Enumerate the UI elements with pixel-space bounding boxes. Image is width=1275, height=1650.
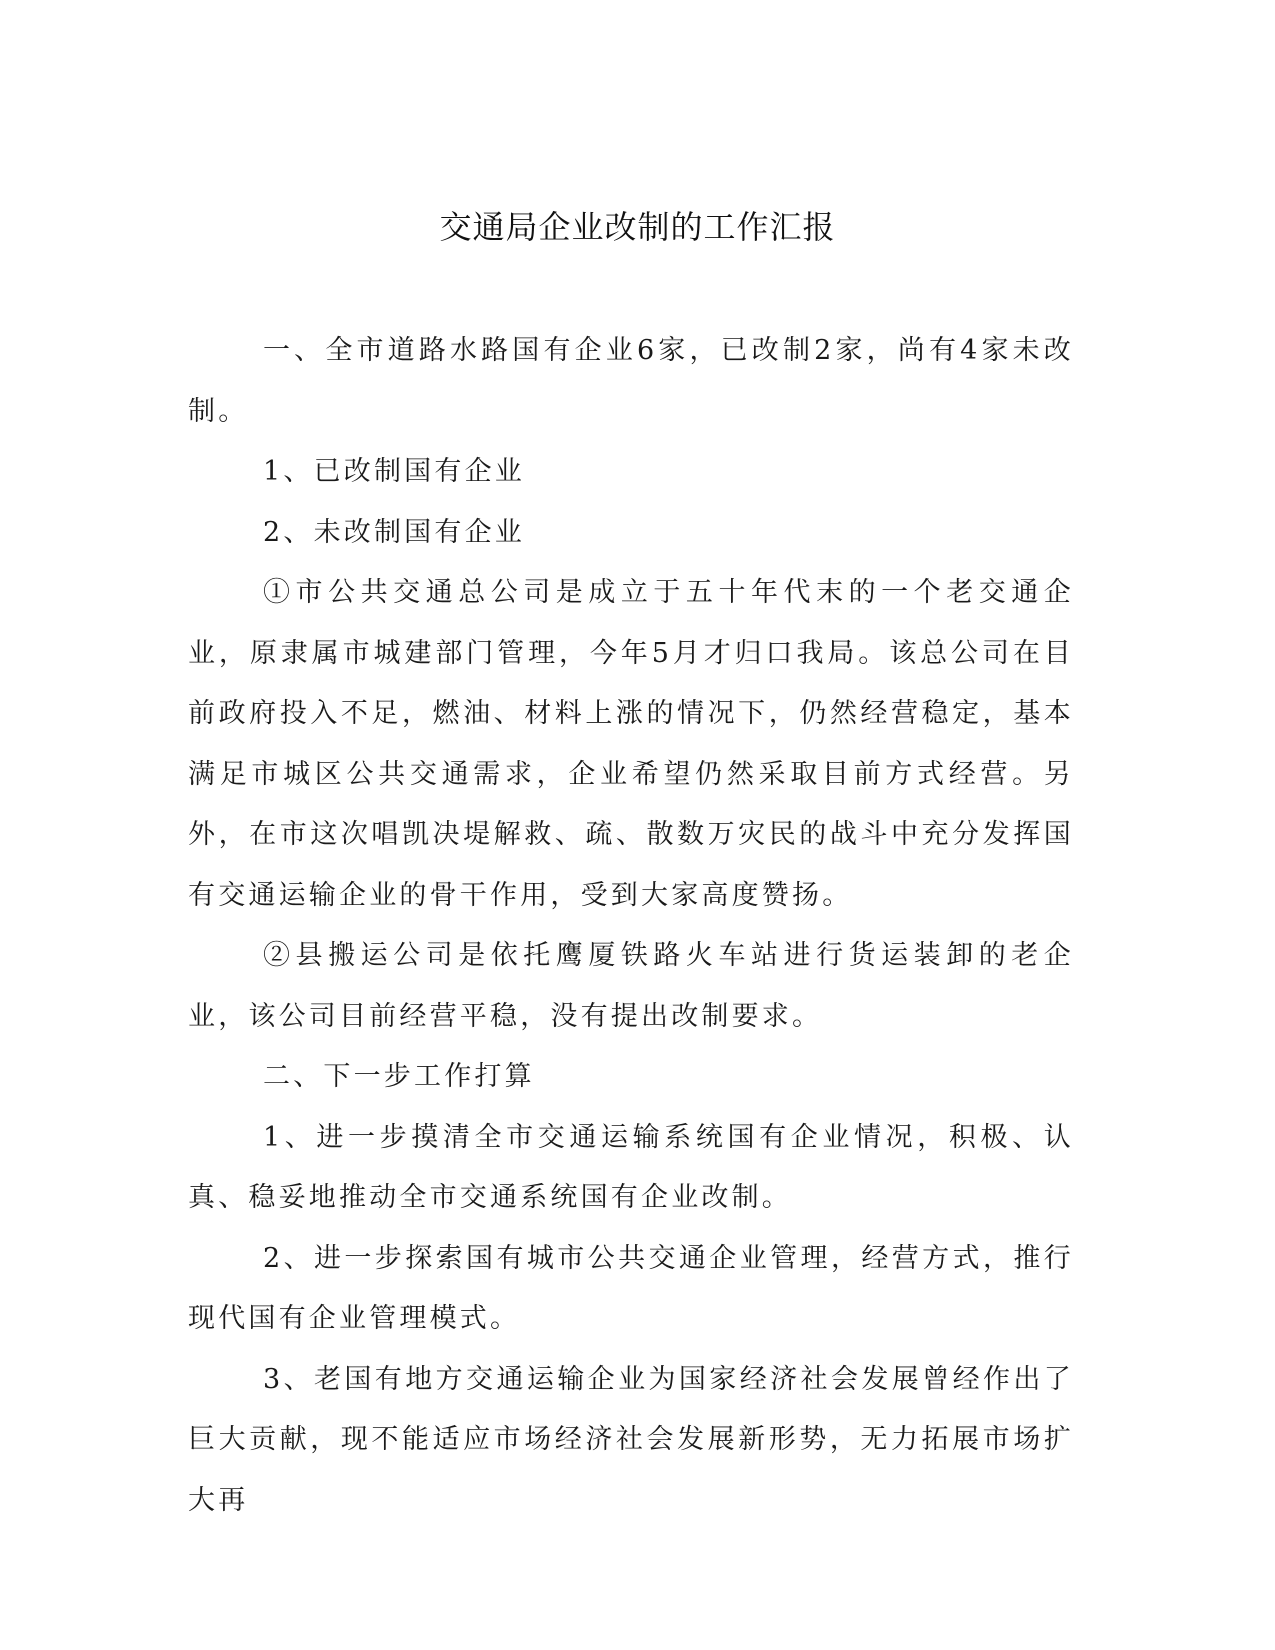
paragraph-next-step-3: 3、老国有地方交通运输企业为国家经济社会发展曾经作出了巨大贡献，现不能适应市场经济社会发展新形势，无力拓展市场扩大再: [188, 1363, 1074, 1516]
paragraph-next-steps-heading: 二、下一步工作打算: [263, 1061, 535, 1092]
document-title: 交通局企业改制的工作汇报: [439, 208, 836, 246]
paragraph-reformed-heading: 1、已改制国有企业: [263, 456, 525, 487]
paragraph-unreformed-heading: 2、未改制国有企业: [263, 516, 525, 548]
paragraph-next-step-2: 2、进一步探索国有城市公共交通企业管理，经营方式，推行现代国有企业管理模式。: [188, 1242, 1074, 1334]
paragraph-next-step-1: 1、进一步摸清全市交通运输系统国有企业情况，积极、认真、稳妥地推动全市交通系统国有企业改制。: [188, 1121, 1074, 1213]
paragraph-overview: 一、全市道路水路国有企业6家，已改制2家，尚有4家未改制。: [188, 335, 1074, 427]
paragraph-public-transit: ①市公共交通总公司是成立于五十年代末的一个老交通企业，原隶属市城建部门管理，今年5月才归口我局。该总公司在目前政府投入不足，燃油、材料上涨的情况下，仍然经营稳定，基本满足市城区公共交通需求，企业希望仍然采取目前方式经营。另外，在市这次唱凯决堤解救、疏、散数万灾民的战斗中充分发挥国有交通运输企业的骨干作用，受到大家高度赞扬。: [188, 577, 1074, 911]
paragraph-transport-company: ②县搬运公司是依托鹰厦铁路火车站进行货运装卸的老企业，该公司目前经营平稳，没有提出改制要求。: [188, 940, 1074, 1032]
document-body: [188, 321, 1074, 1531]
